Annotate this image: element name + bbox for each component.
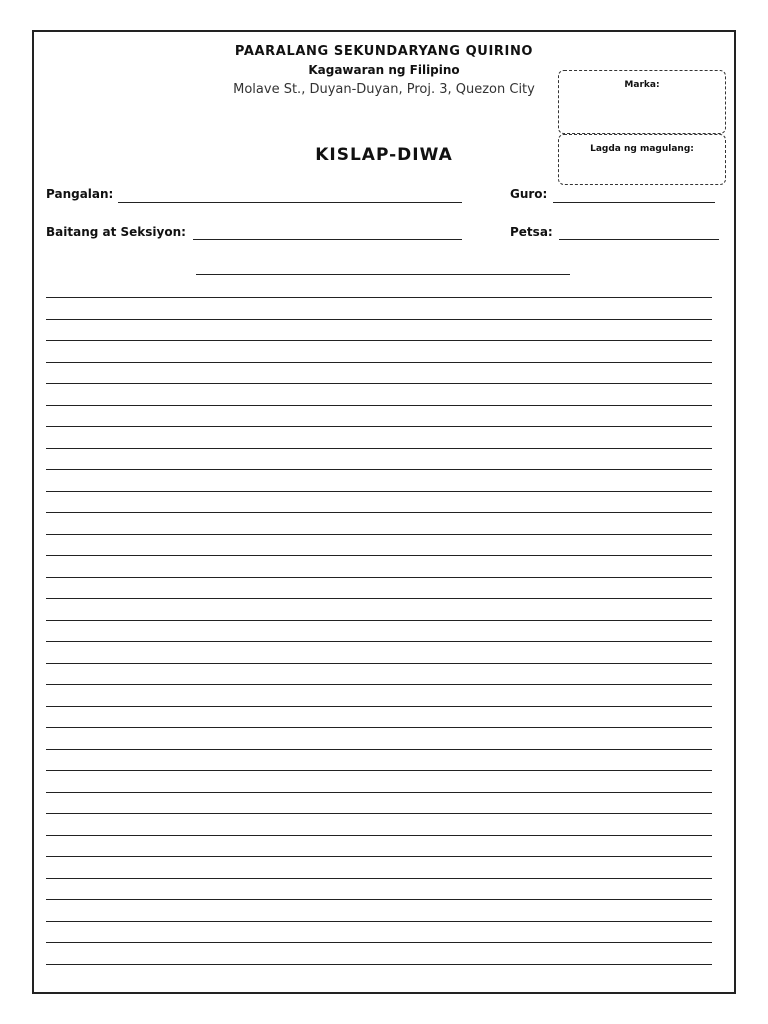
worksheet-title: KISLAP-DIWA bbox=[315, 145, 453, 165]
writing-line[interactable] bbox=[46, 469, 712, 470]
writing-line[interactable] bbox=[46, 706, 712, 707]
writing-line[interactable] bbox=[46, 641, 712, 642]
lagda-label: Lagda ng magulang: bbox=[590, 144, 694, 154]
guro-field[interactable] bbox=[553, 202, 715, 203]
writing-line[interactable] bbox=[46, 770, 712, 771]
writing-line[interactable] bbox=[46, 942, 712, 943]
writing-line[interactable] bbox=[46, 921, 712, 922]
school-address: Molave St., Duyan-Duyan, Proj. 3, Quezon City bbox=[233, 82, 535, 97]
writing-line[interactable] bbox=[46, 813, 712, 814]
writing-line[interactable] bbox=[46, 362, 712, 363]
writing-line[interactable] bbox=[46, 491, 712, 492]
lagda-box[interactable] bbox=[558, 134, 726, 185]
baitang-field[interactable] bbox=[193, 239, 462, 240]
writing-line[interactable] bbox=[46, 856, 712, 857]
writing-line[interactable] bbox=[46, 684, 712, 685]
department-name: Kagawaran ng Filipino bbox=[308, 63, 460, 77]
writing-line[interactable] bbox=[46, 964, 712, 965]
pangalan-field[interactable] bbox=[118, 202, 462, 203]
marka-label: Marka: bbox=[624, 80, 660, 90]
school-name: PAARALANG SEKUNDARYANG QUIRINO bbox=[234, 44, 534, 59]
writing-line[interactable] bbox=[46, 340, 712, 341]
writing-line[interactable] bbox=[46, 749, 712, 750]
writing-line[interactable] bbox=[46, 792, 712, 793]
essay-title-field[interactable] bbox=[196, 274, 570, 275]
pangalan-label: Pangalan: bbox=[46, 187, 114, 201]
guro-label: Guro: bbox=[510, 187, 548, 201]
marka-box[interactable] bbox=[558, 70, 726, 134]
writing-line[interactable] bbox=[46, 319, 712, 320]
petsa-label: Petsa: bbox=[510, 225, 553, 239]
petsa-field[interactable] bbox=[559, 239, 719, 240]
writing-line[interactable] bbox=[46, 426, 712, 427]
writing-line[interactable] bbox=[46, 878, 712, 879]
writing-line[interactable] bbox=[46, 534, 712, 535]
writing-line[interactable] bbox=[46, 577, 712, 578]
writing-line[interactable] bbox=[46, 383, 712, 384]
writing-line[interactable] bbox=[46, 835, 712, 836]
writing-line[interactable] bbox=[46, 620, 712, 621]
writing-line[interactable] bbox=[46, 405, 712, 406]
writing-line[interactable] bbox=[46, 598, 712, 599]
writing-line[interactable] bbox=[46, 448, 712, 449]
writing-line[interactable] bbox=[46, 555, 712, 556]
writing-line[interactable] bbox=[46, 297, 712, 298]
writing-line[interactable] bbox=[46, 512, 712, 513]
baitang-label: Baitang at Seksiyon: bbox=[46, 225, 186, 239]
writing-line[interactable] bbox=[46, 899, 712, 900]
writing-line[interactable] bbox=[46, 727, 712, 728]
writing-line[interactable] bbox=[46, 663, 712, 664]
